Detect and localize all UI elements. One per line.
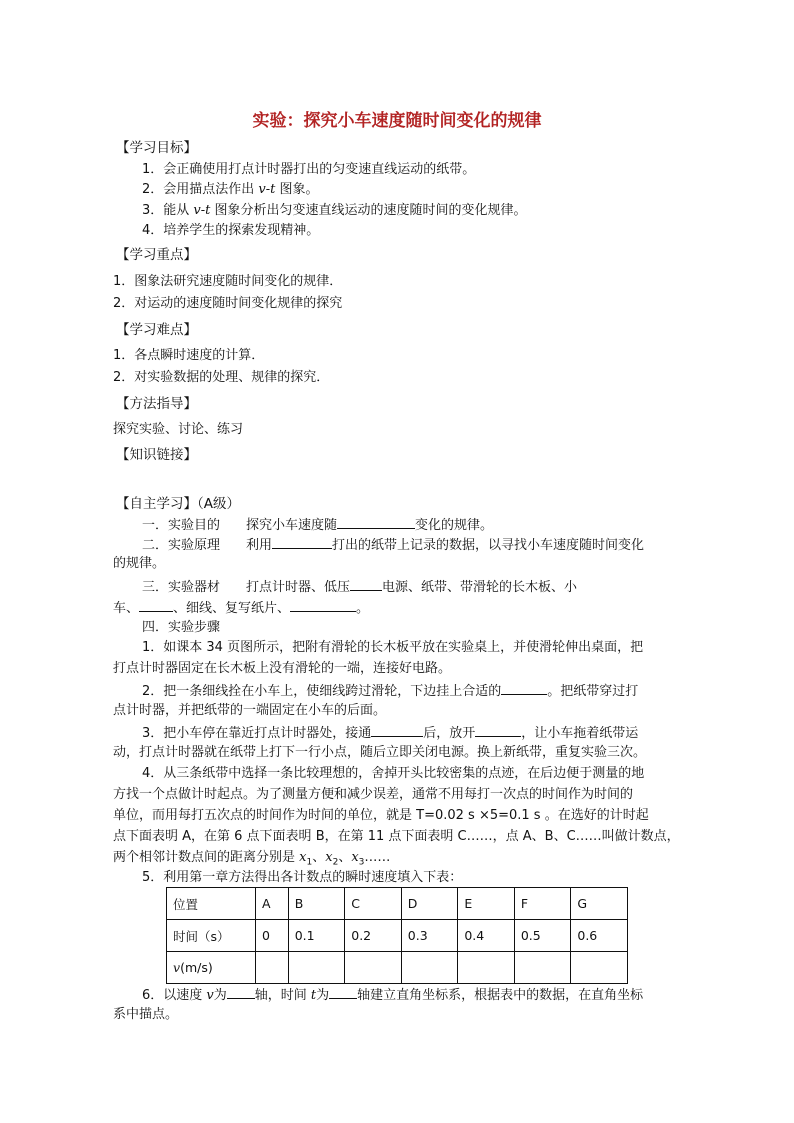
- step-4-line-1: 4．从三条纸带中选择一条比较理想的，舍掉开头比较密集的点迹，在后边便于测量的地: [142, 766, 645, 781]
- vt-symbol: v-t: [193, 203, 211, 218]
- difficulties-heading: 【学习难点】: [116, 322, 197, 338]
- key-point-2: 2．对运动的速度随时间变化规律的探究: [113, 296, 343, 311]
- blank-field[interactable]: [337, 514, 415, 529]
- step-4-line-5: 两个相邻计数点间的距离分别是 $x_1$、$x_2$、$x_3\dots\dots$: [113, 850, 391, 868]
- purpose-line: 一．实验目的 探究小车速度随 变化的规律。: [142, 514, 493, 536]
- step-1-line-1: 1．如课本 34 页图所示，把附有滑轮的长木板平放在实验桌上，并使滑轮伸出桌面，把: [142, 640, 644, 655]
- blank-field[interactable]: [139, 597, 173, 612]
- table-cell-empty[interactable]: [514, 952, 571, 984]
- table-cell-empty[interactable]: [288, 952, 345, 984]
- page-title: 实验：探究小车速度随时间变化的规律: [252, 111, 542, 131]
- self-study-heading: 【自主学习】（A级）: [116, 496, 240, 512]
- blank-field[interactable]: [272, 534, 332, 549]
- principle-line-2: 的规律。: [113, 556, 166, 571]
- vt-symbol: v-t: [258, 182, 276, 197]
- materials-line: 三．实验器材 打点计时器、低压 电源、纸带、带滑轮的长木板、小: [142, 576, 577, 598]
- key-point-1: 1．图象法研究速度随时间变化的规律．: [113, 274, 343, 289]
- step-6-line-2: 系中描点。: [113, 1007, 179, 1022]
- blank-field[interactable]: [329, 984, 357, 999]
- links-heading: 【知识链接】: [116, 447, 197, 463]
- step-4-line-4: 点下面表明 A，在第 6 点下面表明 B，在第 11 点下面表明 C……，点 A、B、C……叫做计数点，: [113, 829, 680, 844]
- step-4-line-2: 方找一个点做计时起点。为了测量方便和减少误差，通常不用每打一次点的时间作为时间的: [113, 787, 634, 802]
- step-3-line-2: 动，打点计时器就在纸带上打下一行小点，随后立即关闭电源。换上新纸带，重复实验三次。: [113, 745, 647, 760]
- objective-2: 2．会用描点法作出 v-t 图象。: [142, 182, 319, 197]
- table-cell-empty[interactable]: [401, 952, 458, 984]
- method-text: 探究实验、讨论、练习: [113, 422, 244, 437]
- blank-field[interactable]: [227, 984, 255, 999]
- step-5-line: 5．利用第一章方法得出各计数点的瞬时速度填入下表：: [142, 870, 463, 885]
- table-row: [167, 952, 628, 984]
- blank-field[interactable]: [501, 680, 547, 695]
- objective-1: 1．会正确使用打点计时器打出的匀变速直线运动的纸带。: [142, 162, 476, 177]
- table-cell-empty[interactable]: [571, 952, 628, 984]
- objectives-heading: 【学习目标】: [116, 140, 197, 156]
- table-cell-empty[interactable]: [345, 952, 402, 984]
- step-1-line-2: 打点计时器固定在长木板上没有滑轮的一端，连接好电路。: [113, 661, 452, 676]
- key-points-heading: 【学习重点】: [116, 247, 197, 263]
- difficulty-1: 1．各点瞬时速度的计算．: [113, 348, 265, 363]
- step-3-line-1: 3．把小车停在靠近打点计时器处，接通 后，放开 ，让小车拖着纸带运: [142, 722, 638, 744]
- step-4-line-3: 单位，而用每打五次点的时间作为时间的单位，就是 T=0.02 s ×5=0.1 s 。在选好的计时起: [113, 808, 649, 823]
- blank-field[interactable]: [371, 722, 423, 737]
- step-2-line-2: 点计时器，并把纸带的一端固定在小车的后面。: [113, 703, 387, 718]
- blank-field[interactable]: [475, 722, 521, 737]
- table-cell-empty[interactable]: [256, 952, 289, 984]
- objective-3: 3．能从 v-t 图象分析出匀变速直线运动的速度随时间的变化规律。: [142, 203, 527, 218]
- table-row: 时间（s） 0 0.1 0.2 0.3 0.4 0.5 0.6: [167, 920, 628, 952]
- method-heading: 【方法指导】: [116, 396, 197, 412]
- table-row: 位置 A B C D E F G: [167, 888, 628, 920]
- velocity-table: [166, 887, 628, 984]
- table-cell-empty[interactable]: [458, 952, 515, 984]
- step-2-line-1: 2．把一条细线拴在小车上，使细线跨过滑轮，下边挂上合适的 。把纸带穿过打: [142, 680, 638, 702]
- steps-heading: 四．实验步骤: [142, 620, 221, 635]
- principle-line: 二．实验原理 利用 打出的纸带上记录的数据，以寻找小车速度随时间变化: [142, 534, 644, 556]
- blank-field[interactable]: [350, 576, 382, 591]
- velocity-label: v(m/s): [167, 952, 256, 984]
- step-6-line-1: 6．以速度 v为 轴，时间 t为 轴建立直角坐标系，根据表中的数据，在直角坐标: [142, 984, 643, 1006]
- materials-line-2: 车、 、细线、复写纸片、 。: [113, 597, 369, 619]
- objective-4: 4．培养学生的探索发现精神。: [142, 223, 320, 238]
- blank-field[interactable]: [290, 597, 356, 612]
- difficulty-2: 2．对实验数据的处理、规律的探究．: [113, 370, 330, 385]
